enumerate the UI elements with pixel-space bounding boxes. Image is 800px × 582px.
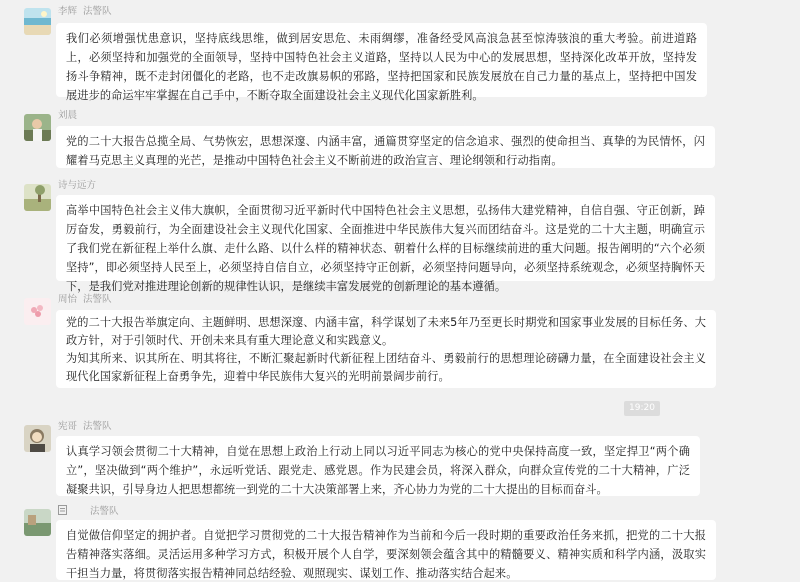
sender-name [58,180,96,192]
avatar[interactable] [24,184,51,211]
message-bubble[interactable] [56,126,715,168]
avatar[interactable] [24,114,51,141]
person-photo-avatar-icon [24,114,51,141]
message-text: 自觉做信仰坚定的拥护者。自觉把学习贯彻党的二十大报告精神作为当前和今后一段时期的重要政治任务来抓，把党的二十大报告精神落实落细。灵活运用多种学习方式，积极开展个人自学，要深刻领会蕴含其中的精髓要义、精神实质和科学内涵，汲取实干担当力量，将贯彻落实报告精神同总结经验、观照现实、谋划工作、推动落实结合起来。 [66,529,706,580]
sender-name [58,6,112,18]
sender-label: 宪哥 [58,421,78,432]
sender-label: 刘晨 [58,110,78,121]
avatar[interactable] [24,425,51,452]
group-tag: 法警队 [83,421,112,432]
message-text: 党的二十大报告总揽全局、气势恢宏，思想深邃、内涵丰富，通篇贯穿坚定的信念追求、强烈的使命担当、真挚的为民情怀，闪耀着马克思主义真理的光芒，是推动中国特色社会主义不断前进的政治宣言、理论纲领和行动指南。 [66,135,705,167]
sender-icon [58,506,70,517]
landscape-photo-avatar-icon [24,184,51,211]
sender-label: 李辉 [58,6,78,17]
message-text: 高举中国特色社会主义伟大旗帜，全面贯彻习近平新时代中国特色社会主义思想，弘扬伟大建党精神，自信自强、守正创新，踔厉奋发，勇毅前行，为全面建设社会主义现代化国家、全面推进中华民族伟大复兴而团结奋斗。这是党的二十大主题，明确宣示了我们党在新征程上举什么旗、走什么路、以什么样的精神状态、朝着什么样的目标继续前进的重大问题。报告阐明的“六个必须坚持”，即必须坚持人民至上，必须坚持自信自立，必须坚持守正创新，必须坚持问题导向，必须坚持系统观念，必须坚持胸怀天下，是我们党对推进理论创新的规律性认识，是继续丰富发展党的创新理论的基本遵循。 [66,204,705,293]
message-bubble[interactable] [56,23,707,102]
avatar[interactable] [24,298,51,325]
avatar[interactable] [24,8,51,35]
flower-avatar-icon [24,298,51,325]
message-text: 为知其所来、识其所在、明其将往，不断汇聚起新时代新征程上团结奋斗、勇毅前行的思想理论磅礴力量，在全面建设社会主义现代化国家新征程上奋勇争先，迎着中华民族伟大复兴的光明前景阔步前行。 [66,352,706,383]
document-icon [58,505,67,515]
sender-name [58,505,119,518]
message-text: 认真学习领会贯彻二十大精神，自觉在思想上政治上行动上同以习近平同志为核心的党中央保持高度一致，坚定捍卫“两个确立”，坚决做到“两个维护”，永远听党话、跟党走、感党恩。作为民建会员，将深入群众，向群众宣传党的二十大精神，广泛凝聚共识，引导身边人把思想都统一到党的二十大决策部署上来，齐心协力为党的二十大提出的目标而奋斗。 [66,445,690,496]
beach-photo-avatar-icon [24,8,51,35]
message-text: 我们必须增强忧患意识，坚持底线思维，做到居安思危、未雨绸缪，准备经受风高浪急甚至惊涛骇浪的重大考验。前进道路上，必须坚持和加强党的全面领导，坚持中国特色社会主义道路，坚持以人民为中心的发展思想，坚持深化改革开放，坚持发扬斗争精神，既不走封闭僵化的老路，也不走改旗易帜的邪路，坚持把国家和民族发展放在自己力量的基点上，坚持把中国发展进步的命运牢牢掌握在自己手中，不断夺取全面建设社会主义现代化国家新胜利。 [66,32,697,102]
sender-name [58,421,112,433]
sender-name [58,110,77,122]
group-tag: 法警队 [83,294,112,305]
message-bubble[interactable] [56,520,716,580]
avatar[interactable] [24,509,51,536]
landscape-photo-avatar-icon [24,509,51,536]
message-bubble[interactable] [56,436,700,496]
group-tag: 法警队 [90,506,119,517]
sender-label: 周怡 [58,294,78,305]
cartoon-avatar-icon [24,425,51,452]
message-bubble[interactable] [56,310,716,388]
group-tag: 法警队 [83,6,112,17]
message-text: 党的二十大报告举旗定向、主题鲜明、思想深邃、内涵丰富，科学谋划了未来5年乃至更长时期党和国家事业发展的目标任务、大政方针，对于引领时代、开创未来具有重大理论意义和实践意义。 [66,316,706,347]
timestamp-badge: 19:20 [624,401,660,416]
message-bubble[interactable] [56,195,715,293]
sender-name [58,294,112,306]
sender-label: 诗与远方 [58,180,97,191]
